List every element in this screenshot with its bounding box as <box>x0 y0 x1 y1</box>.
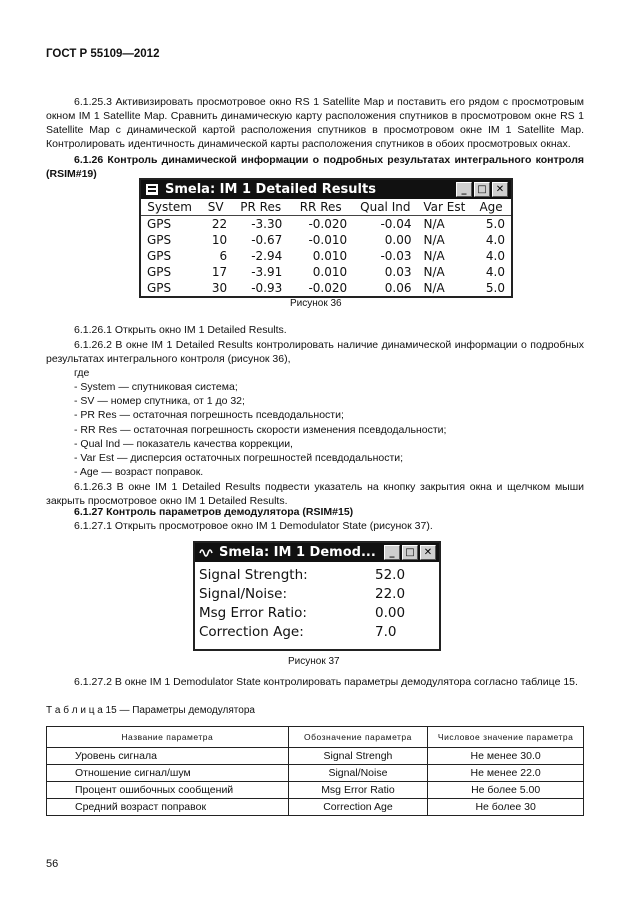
param-value: 22.0 <box>375 586 406 602</box>
cell: GPS <box>147 281 172 295</box>
cell: -0.020 <box>308 217 348 231</box>
col-rr-res: RR Res <box>288 199 353 216</box>
cell: Не более 5.00 <box>428 782 584 799</box>
cell: GPS <box>147 249 172 263</box>
cell: -0.04 <box>380 217 412 231</box>
definitions-list <box>74 380 446 479</box>
cell: -0.010 <box>308 233 348 247</box>
cell: GPS <box>147 217 172 231</box>
col-var-est: Var Est <box>418 199 472 216</box>
table-row <box>141 248 511 264</box>
heading-6-1-26: 6.1.26 Контроль динамической информации о подробных результатах интегрального контроля (RSIM#19) <box>46 154 584 180</box>
table-row <box>47 782 584 799</box>
demodulator-state-window[interactable] <box>193 541 441 651</box>
cell: -3.30 <box>251 217 283 231</box>
col-param-value: Числовое значение параметра <box>428 727 584 748</box>
detailed-results-window[interactable] <box>139 178 513 298</box>
param-label: Msg Error Ratio: <box>199 605 307 621</box>
cell: Не менее 22.0 <box>428 765 584 782</box>
figure-37-caption: Рисунок 37 <box>288 656 340 667</box>
document-header: ГОСТ Р 55109—2012 <box>46 48 160 60</box>
cell: 10 <box>211 233 228 247</box>
list-item: - System — спутниковая система; <box>74 381 238 393</box>
minimize-button[interactable]: _ <box>456 182 472 197</box>
cell: 5.0 <box>485 217 505 231</box>
paragraph-6-1-26-2: 6.1.26.2 В окне IM 1 Detailed Results контролировать наличие динамической информации о подробных результатах интегрального контроля (рисунок 36), <box>46 339 584 365</box>
table-15-caption: Т а б л и ц а 15 — Параметры демодулятора <box>46 705 255 716</box>
figure-36-caption: Рисунок 36 <box>290 298 342 309</box>
app-icon <box>145 183 159 196</box>
col-param-designation: Обозначение параметра <box>288 727 428 748</box>
list-item: - PR Res — остаточная погрешность псевдодальности; <box>74 409 344 422</box>
col-qual-ind: Qual Ind <box>353 199 417 216</box>
cell: Уровень сигнала <box>47 748 289 765</box>
cell: Correction Age <box>288 799 428 816</box>
param-label: Correction Age: <box>199 624 304 640</box>
col-param-name: Название параметра <box>47 727 289 748</box>
demod-row-correction-age <box>195 623 439 642</box>
cell: 4.0 <box>485 233 505 247</box>
cell: N/A <box>423 249 445 263</box>
cell: 6 <box>219 249 228 263</box>
results-header-row <box>141 199 511 216</box>
table-row <box>47 799 584 816</box>
col-pr-res: PR Res <box>233 199 288 216</box>
cell: -3.91 <box>251 265 283 279</box>
cell: N/A <box>423 233 445 247</box>
waveform-icon <box>199 546 213 559</box>
cell: 5.0 <box>485 281 505 295</box>
param-label: Signal/Noise: <box>199 586 288 602</box>
list-item: - Var Est — дисперсия остаточных погрешностей псевдодальности; <box>74 452 404 465</box>
param-label: Signal Strength: <box>199 567 308 583</box>
table-row <box>47 748 584 765</box>
cell: 22 <box>211 217 228 231</box>
minimize-button[interactable]: _ <box>384 545 400 560</box>
cell: -0.020 <box>308 281 348 295</box>
cell: 0.010 <box>312 249 348 263</box>
window-titlebar[interactable] <box>141 180 511 199</box>
cell: 0.03 <box>384 265 412 279</box>
cell: Процент ошибочных сообщений <box>47 782 289 799</box>
page-number: 56 <box>46 858 59 870</box>
cell: Не менее 30.0 <box>428 748 584 765</box>
cell: Msg Error Ratio <box>288 782 428 799</box>
cell: 30 <box>211 281 228 295</box>
cell: -2.94 <box>251 249 283 263</box>
demod-row-signal-noise <box>195 585 439 604</box>
cell: -0.67 <box>251 233 283 247</box>
col-age: Age <box>471 199 511 216</box>
window-title: Smela: IM 1 Demod... <box>219 545 376 560</box>
close-button[interactable]: ✕ <box>420 545 436 560</box>
paragraph-6-1-26-3: 6.1.26.3 В окне IM 1 Detailed Results подвести указатель на кнопку закрытия окна и щелчком мыши закрыть просмотровое окно IM 1 Detailed Results. <box>46 481 584 507</box>
paragraph-6-1-26-1: 6.1.26.1 Открыть окно IM 1 Detailed Results. <box>74 324 287 336</box>
results-table <box>141 199 511 296</box>
table-row <box>141 280 511 296</box>
cell: 0.00 <box>384 233 412 247</box>
cell: Средний возраст поправок <box>47 799 289 816</box>
cell: 4.0 <box>485 265 505 279</box>
window-titlebar[interactable] <box>195 543 439 562</box>
cell: 17 <box>211 265 228 279</box>
list-item: - SV — номер спутника, от 1 до 32; <box>74 395 245 408</box>
table-header-row <box>47 727 584 748</box>
table-row <box>141 232 511 248</box>
list-item: - Age — возраст поправок. <box>74 466 204 479</box>
cell: N/A <box>423 265 445 279</box>
cell: 4.0 <box>485 249 505 263</box>
param-value: 7.0 <box>375 624 397 640</box>
paragraph-6-1-27-1: 6.1.27.1 Открыть просмотровое окно IM 1 Demodulator State (рисунок 37). <box>74 520 433 532</box>
cell: 0.010 <box>312 265 348 279</box>
cell: GPS <box>147 233 172 247</box>
close-button[interactable]: ✕ <box>492 182 508 197</box>
param-value: 0.00 <box>375 605 406 621</box>
list-item: - RR Res — остаточная погрешность скорости изменения псевдодальности; <box>74 423 447 436</box>
maximize-button[interactable]: □ <box>474 182 490 197</box>
demod-row-msg-error-ratio <box>195 604 439 623</box>
list-item: - Qual Ind — показатель качества коррекции, <box>74 437 293 450</box>
where-label: где <box>74 367 90 379</box>
table-row <box>141 264 511 280</box>
cell: -0.93 <box>251 281 283 295</box>
param-value: 52.0 <box>375 567 406 583</box>
table-15 <box>46 726 584 816</box>
cell: Отношение сигнал/шум <box>47 765 289 782</box>
demod-row-signal-strength <box>195 566 439 585</box>
cell: GPS <box>147 265 172 279</box>
cell: 0.06 <box>384 281 412 295</box>
cell: N/A <box>423 281 445 295</box>
paragraph-6-1-25-3: 6.1.25.3 Активизировать просмотровое окно RS 1 Satellite Map и поставить его рядом с просмотровым окном IM 1 Satellite Map. Сравнить динамическую карту расположения спутников в просмотровом окне RS 1 Satellite Map с динамической картой расположения спутников в просмотровом окне IM 1 Satellite Map. Контролировать идентичность динамической карты расположения спутников в обоих просмотровых окнах. <box>46 96 584 150</box>
table-row <box>47 765 584 782</box>
cell: -0.03 <box>380 249 412 263</box>
cell: N/A <box>423 217 445 231</box>
heading-6-1-27: 6.1.27 Контроль параметров демодулятора (RSIM#15) <box>74 506 354 518</box>
cell: Signal/Noise <box>288 765 428 782</box>
paragraph-6-1-27-2: 6.1.27.2 В окне IM 1 Demodulator State контролировать параметры демодулятора согласно таблице 15. <box>74 676 578 688</box>
maximize-button[interactable]: □ <box>402 545 418 560</box>
cell: Не более 30 <box>428 799 584 816</box>
table-row <box>141 216 511 233</box>
window-title: Smela: IM 1 Detailed Results <box>165 182 376 197</box>
col-sv: SV <box>198 199 233 216</box>
cell: Signal Strengh <box>288 748 428 765</box>
col-system: System <box>141 199 198 216</box>
